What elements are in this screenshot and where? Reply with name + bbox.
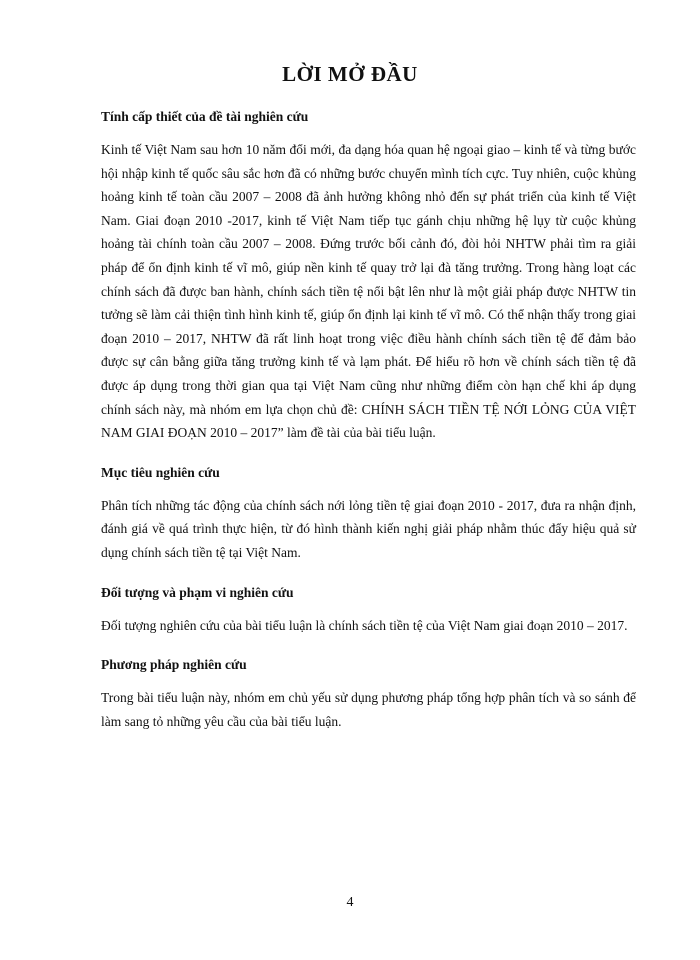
page-number: 4 — [346, 895, 354, 910]
section-heading-objectives: Mục tiêu nghiên cứu — [101, 464, 220, 480]
section-heading-methodology: Phương pháp nghiên cứu — [101, 657, 247, 673]
section-heading-urgency: Tính cấp thiết của đề tài nghiên cứu — [101, 109, 309, 124]
section-paragraph-methodology: Trong bài tiểu luận này, nhóm em chủ yếu sử dụng phương pháp tổng hợp phân tích và so sánh để làm sang tỏ những yêu cầu của bài tiểu luận. — [101, 690, 636, 729]
page-title: LỜI MỞ ĐẦU — [282, 62, 418, 86]
section-paragraph-scope: Đối tượng nghiên cứu của bài tiểu luận là chính sách tiền tệ của Việt Nam giai đoạn 2010 – 2017. — [101, 617, 628, 633]
section-paragraph-urgency: Kinh tế Việt Nam sau hơn 10 năm đổi mới, đa dạng hóa quan hệ ngoại giao – kinh tế và từng bước hội nhập kinh tế quốc sâu sắc hơn đã có những bước chuyển mình tích cực. Tuy nhiên, cuộc khủng hoảng kinh tế toàn cầu 2007 – 2008 đã ảnh hưởng không nhỏ đến sự phát triển của kinh tế Việt Nam. Giai đoạn 2010 -2017, kinh tế Việt Nam tiếp tục gánh chịu những hệ lụy từ cuộc khủng hoảng tài chính toàn cầu 2007 – 2008. Đứng trước bối cảnh đó, đòi hỏi NHTW phải tìm ra giải pháp để ổn định kinh tế vĩ mô, giúp nền kinh tế quay trở lại đà tăng trưởng. Trong hàng loạt các chính sách đã được ban hành, chính sách tiền tệ nổi bật lên như là một giải pháp được NHTW tin tưởng sẽ làm cải thiện tình hình kinh tế, giúp ổn định lại kinh tế vĩ mô. Có thể nhận thấy trong giai đoạn 2010 – 2017, NHTW đã rất linh hoạt trong việc điều hành chính sách tiền tệ để đảm bảo được sự cân bằng giữa tăng trưởng kinh tế và lạm phát. Để hiểu rõ hơn về chính sách tiền tệ đã được áp dụng trong thời gian qua tại Việt Nam cũng như những điểm còn hạn chế khi áp dụng chính sách này, mà nhóm em lựa chọn chủ đề: CHÍNH SÁCH TIỀN TỆ NỚI LỎNG CỦA VIỆT NAM GIAI ĐOẠN 2010 – 2017” làm đề tài của bài tiểu luận. — [101, 142, 636, 441]
section-paragraph-objectives: Phân tích những tác động của chính sách nới lỏng tiền tệ giai đoạn 2010 - 2017, đưa ra nhận định, đánh giá về quá trình thực hiện, từ đó hình thành kiến nghị giải pháp nhằm thúc đẩy hiệu quả sử dụng chính sách tiền tệ tại Việt Nam. — [101, 497, 636, 560]
document-body — [101, 108, 636, 752]
section-heading-scope: Đối tượng và phạm vi nghiên cứu — [101, 584, 294, 600]
